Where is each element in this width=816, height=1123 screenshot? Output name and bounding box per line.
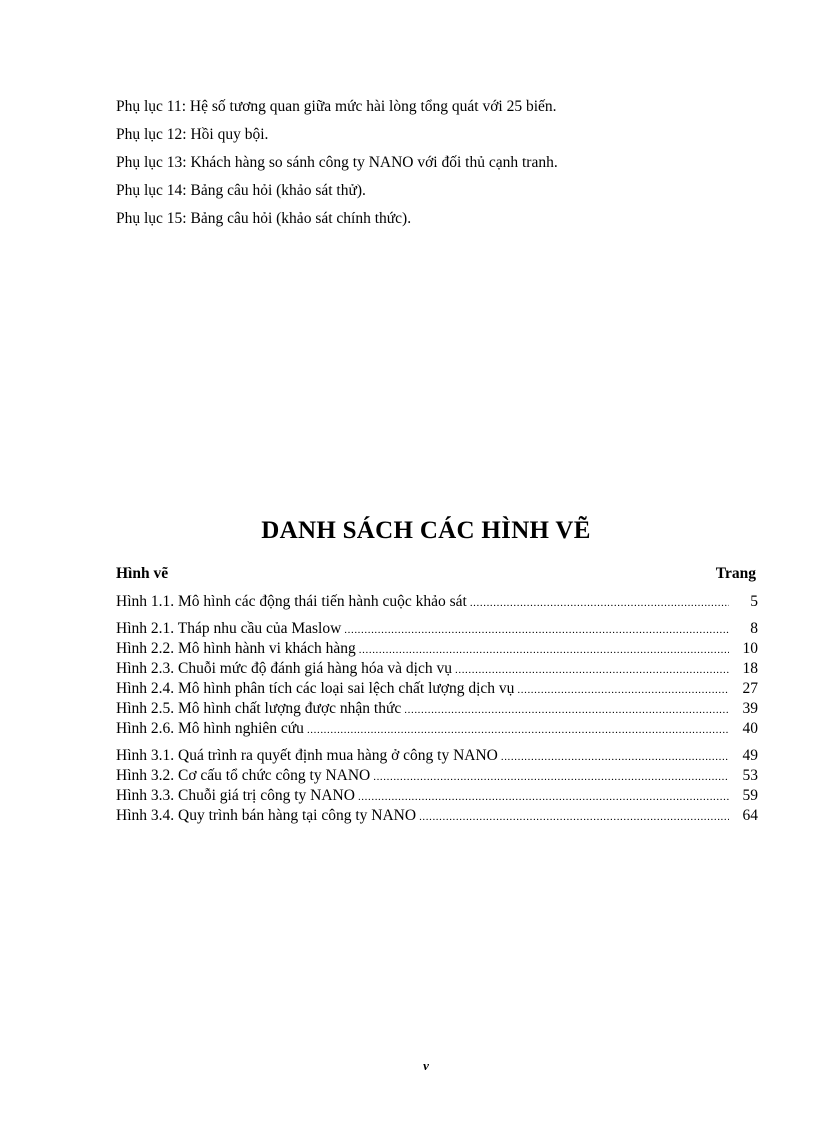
figure-entry[interactable]	[116, 699, 758, 719]
figure-page-number: 49	[742, 747, 758, 764]
figure-page-number: 18	[742, 660, 758, 677]
figure-page-number: 5	[750, 593, 758, 610]
page-number: v	[423, 1058, 429, 1073]
dot-leader	[517, 680, 729, 700]
figure-label: Hình 3.3. Chuỗi giá trị công ty NANO	[116, 787, 355, 804]
appendix-item: Phụ lục 12: Hồi quy bội.	[116, 126, 269, 143]
figure-entry[interactable]	[116, 659, 758, 679]
figure-entry[interactable]	[116, 619, 758, 639]
figure-group-3	[116, 746, 758, 826]
figure-label: Hình 3.2. Cơ cấu tổ chức công ty NANO	[116, 767, 371, 784]
appendix-item: Phụ lục 13: Khách hàng so sánh công ty NANO với đối thủ cạnh tranh.	[116, 154, 558, 171]
appendix-item: Phụ lục 14: Bảng câu hỏi (khảo sát thử).	[116, 182, 366, 199]
appendix-list	[116, 93, 756, 233]
figure-label: Hình 2.3. Chuỗi mức độ đánh giá hàng hóa và dịch vụ	[116, 660, 452, 677]
appendix-item: Phụ lục 15: Bảng câu hỏi (khảo sát chính thức).	[116, 210, 412, 227]
figure-group-2	[116, 619, 758, 739]
figure-label: Hình 2.2. Mô hình hành vi khách hàng	[116, 640, 356, 657]
figure-page-number: 10	[742, 640, 758, 657]
dot-leader	[455, 660, 729, 680]
figure-column-label: Hình vẽ	[116, 565, 169, 582]
figure-page-number: 40	[742, 720, 758, 737]
dot-leader	[419, 807, 729, 827]
figure-entry[interactable]	[116, 639, 758, 659]
dot-leader	[344, 620, 729, 640]
figure-entry[interactable]	[116, 786, 758, 806]
page-column-label: Trang	[715, 565, 756, 582]
figure-label: Hình 2.5. Mô hình chất lượng được nhận thức	[116, 700, 402, 717]
dot-leader	[358, 787, 729, 807]
figure-entry[interactable]	[116, 806, 758, 826]
figure-label: Hình 2.6. Mô hình nghiên cứu	[116, 720, 304, 737]
figure-page-number: 8	[750, 620, 758, 637]
dot-leader	[307, 720, 729, 740]
figure-label: Hình 3.4. Quy trình bán hàng tại công ty NANO	[116, 807, 417, 824]
figure-page-number: 59	[742, 787, 758, 804]
figure-page-number: 64	[742, 807, 758, 824]
dot-leader	[359, 640, 729, 660]
dot-leader	[501, 747, 729, 767]
figure-page-number: 27	[742, 680, 758, 697]
figure-entry[interactable]	[116, 719, 758, 739]
figure-entry[interactable]	[116, 746, 758, 766]
figures-list-title: DANH SÁCH CÁC HÌNH VẼ	[261, 517, 591, 544]
figure-group-1	[116, 592, 758, 612]
figure-label: Hình 2.4. Mô hình phân tích các loại sai lệch chất lượng dịch vụ	[116, 680, 515, 697]
figure-entry[interactable]	[116, 766, 758, 786]
figure-label: Hình 2.1. Tháp nhu cầu của Maslow	[116, 620, 342, 637]
dot-leader	[470, 593, 729, 613]
dot-leader	[404, 700, 729, 720]
figures-column-header	[116, 565, 756, 585]
appendix-item: Phụ lục 11: Hệ số tương quan giữa mức hài lòng tổng quát với 25 biến.	[116, 98, 557, 115]
figure-entry[interactable]	[116, 679, 758, 699]
figure-page-number: 39	[742, 700, 758, 717]
figure-entry[interactable]	[116, 592, 758, 612]
dot-leader	[373, 767, 729, 787]
figure-page-number: 53	[742, 767, 758, 784]
figure-label: Hình 3.1. Quá trình ra quyết định mua hàng ở công ty NANO	[116, 747, 498, 764]
figure-label: Hình 1.1. Mô hình các động thái tiến hành cuộc khảo sát	[116, 593, 467, 610]
